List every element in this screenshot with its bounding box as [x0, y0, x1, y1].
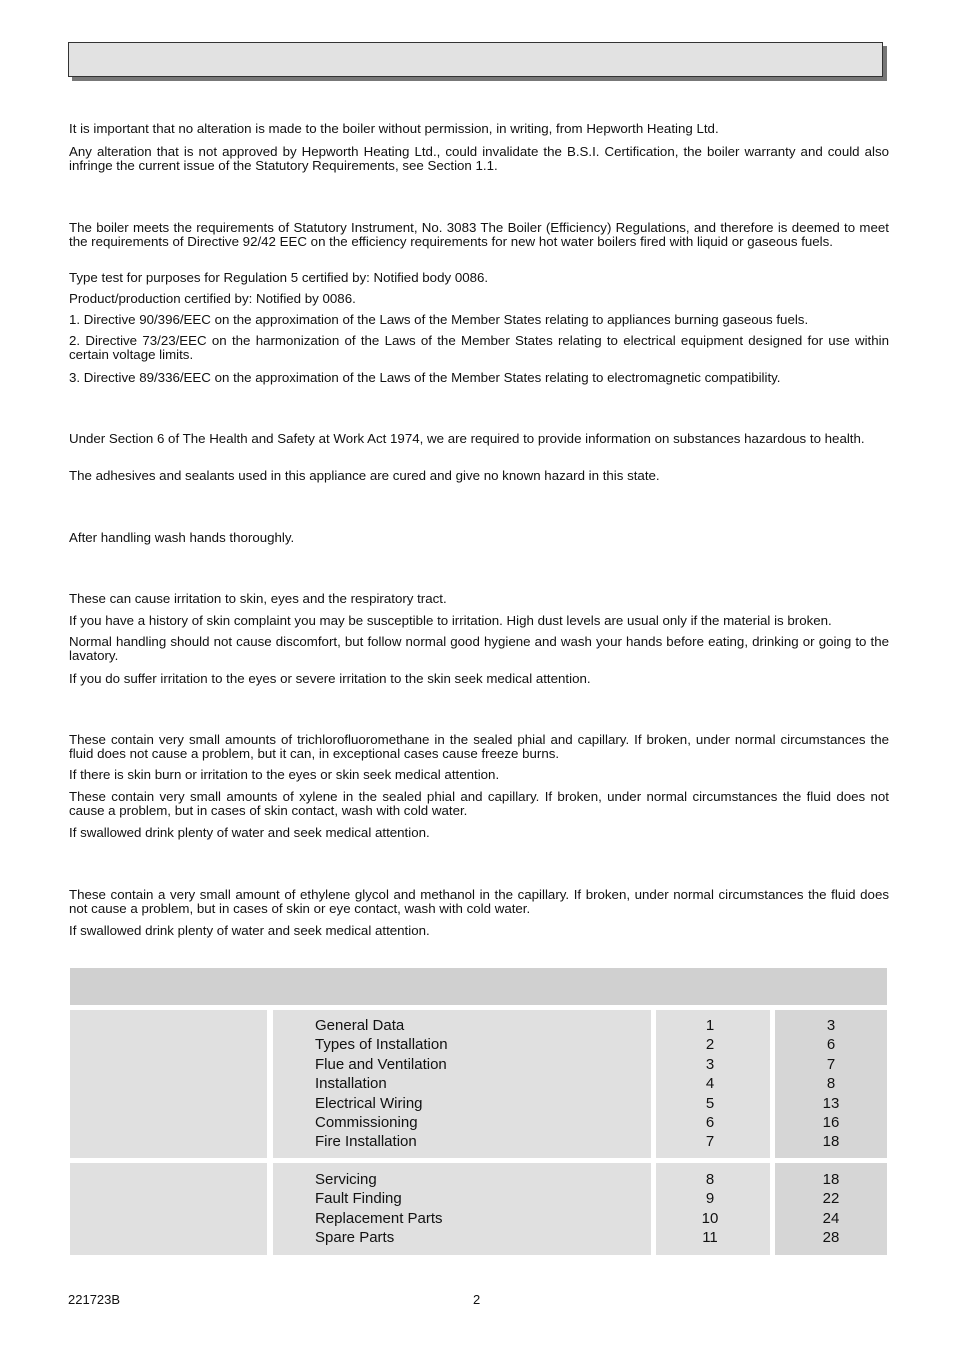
contents-group-label-cell: [70, 1163, 267, 1255]
paragraph: If you do suffer irritation to the eyes or severe irritation to the skin seek medical attention.: [69, 671, 591, 686]
paragraph: The adhesives and sealants used in this appliance are cured and give no known hazard in this state.: [69, 468, 660, 483]
paragraph: After handling wash hands thoroughly.: [69, 530, 295, 545]
section-title-bar: [68, 42, 883, 77]
document-code: 221723B: [68, 1292, 121, 1307]
contents-page-number: 3: [826, 1017, 836, 1034]
contents-page-number: 18: [822, 1171, 840, 1188]
contents-section-number: 3: [705, 1055, 715, 1073]
contents-section-number: 8: [705, 1171, 715, 1188]
paragraph: Type test for purposes for Regulation 5 certified by: Notified body 0086.: [69, 270, 489, 285]
contents-page-number: 22: [822, 1190, 840, 1208]
contents-table-header: [70, 968, 887, 1005]
contents-titles-list: [315, 1170, 443, 1248]
contents-pages-list: [775, 1170, 887, 1248]
contents-section-number: 5: [705, 1094, 715, 1112]
paragraph: If swallowed drink plenty of water and seek medical attention.: [69, 923, 430, 938]
contents-page-number: 16: [822, 1114, 840, 1132]
paragraph: 1. Directive 90/396/EEC on the approximation of the Laws of the Member States relating to appliances burning gaseous fuels.: [69, 312, 809, 327]
contents-title: Fault Finding: [315, 1190, 402, 1208]
contents-title: Spare Parts: [315, 1229, 395, 1247]
contents-title: Types of Installation: [315, 1036, 448, 1054]
paragraph: 3. Directive 89/336/EEC on the approximation of the Laws of the Member States relating to electromagnetic compatibility.: [69, 370, 781, 385]
paragraph: Any alteration that is not approved by Hepworth Heating Ltd., could invalidate the B.S.I. Certification, the boiler warranty and could also infringe the current issue of the Statutory Requirements, see Section 1.1.: [69, 144, 889, 173]
paragraph: 2. Directive 73/23/EEC on the harmonization of the Laws of the Member States relating to electrical equipment designed for use within certain voltage limits.: [69, 333, 889, 362]
contents-section-number: 4: [705, 1075, 715, 1093]
paragraph: Normal handling should not cause discomfort, but follow normal good hygiene and wash your hands before eating, drinking or going to the lavatory.: [69, 634, 889, 663]
paragraph: These contain a very small amount of ethylene glycol and methanol in the capillary. If broken, under normal circumstances the fluid does not cause a problem, but in cases of skin or eye contact, wash with cold water.: [69, 887, 889, 916]
contents-page-number: 28: [822, 1229, 840, 1247]
paragraph: If swallowed drink plenty of water and seek medical attention.: [69, 825, 430, 840]
paragraph: It is important that no alteration is made to the boiler without permission, in writing, from Hepworth Heating Ltd.: [69, 121, 719, 136]
contents-sections-list: [656, 1170, 764, 1248]
paragraph: Product/production certified by: Notified by 0086.: [69, 291, 356, 306]
contents-titles-list: [315, 1016, 448, 1152]
contents-group-label-cell: [70, 1010, 267, 1158]
contents-section-number: 2: [705, 1036, 715, 1054]
contents-section-number: 9: [705, 1190, 715, 1208]
contents-section-number: 10: [701, 1209, 719, 1227]
paragraph: If there is skin burn or irritation to the eyes or skin seek medical attention.: [69, 767, 500, 782]
contents-title: General Data: [315, 1017, 405, 1034]
contents-page-number: 6: [826, 1036, 836, 1054]
contents-page-number: 8: [826, 1075, 836, 1093]
paragraph: These contain very small amounts of trichlorofluoromethane in the sealed phial and capillary. If broken, under normal circumstances the fluid does not cause a problem, but it can, in exceptional cases cause freeze burns.: [69, 732, 889, 761]
page-number: 2: [473, 1292, 481, 1307]
contents-page-number: 18: [822, 1133, 840, 1151]
contents-title: Electrical Wiring: [315, 1094, 423, 1112]
contents-section-number: 6: [705, 1114, 715, 1132]
contents-page-number: 13: [822, 1094, 840, 1112]
contents-page-number: 7: [826, 1055, 836, 1073]
paragraph: If you have a history of skin complaint you may be susceptible to irritation. High dust levels are usual only if the material is broken.: [69, 613, 832, 628]
contents-sections-list: [656, 1016, 764, 1152]
contents-title: Servicing: [315, 1171, 377, 1188]
contents-title: Commissioning: [315, 1114, 418, 1132]
contents-title: Fire Installation: [315, 1133, 417, 1151]
paragraph: These can cause irritation to skin, eyes and the respiratory tract.: [69, 591, 447, 606]
contents-title: Replacement Parts: [315, 1209, 443, 1227]
contents-section-number: 1: [705, 1017, 715, 1034]
paragraph: These contain very small amounts of xylene in the sealed phial and capillary. If broken, under normal circumstances the fluid does not cause a problem, but in cases of skin contact, wash with cold water.: [69, 789, 889, 818]
paragraph: The boiler meets the requirements of Statutory Instrument, No. 3083 The Boiler (Efficiency) Regulations, and therefore is deemed to meet the requirements of Directive 92/42 EEC on the efficiency requirements for new hot water boilers fired with liquid or gaseous fuels.: [69, 220, 889, 249]
contents-section-number: 7: [705, 1133, 715, 1151]
contents-title: Flue and Ventilation: [315, 1055, 447, 1073]
contents-page-number: 24: [822, 1209, 840, 1227]
paragraph: Under Section 6 of The Health and Safety at Work Act 1974, we are required to provide information on substances hazardous to health.: [69, 431, 865, 446]
contents-section-number: 11: [702, 1229, 718, 1247]
contents-title: Installation: [315, 1075, 387, 1093]
contents-pages-list: [775, 1016, 887, 1152]
